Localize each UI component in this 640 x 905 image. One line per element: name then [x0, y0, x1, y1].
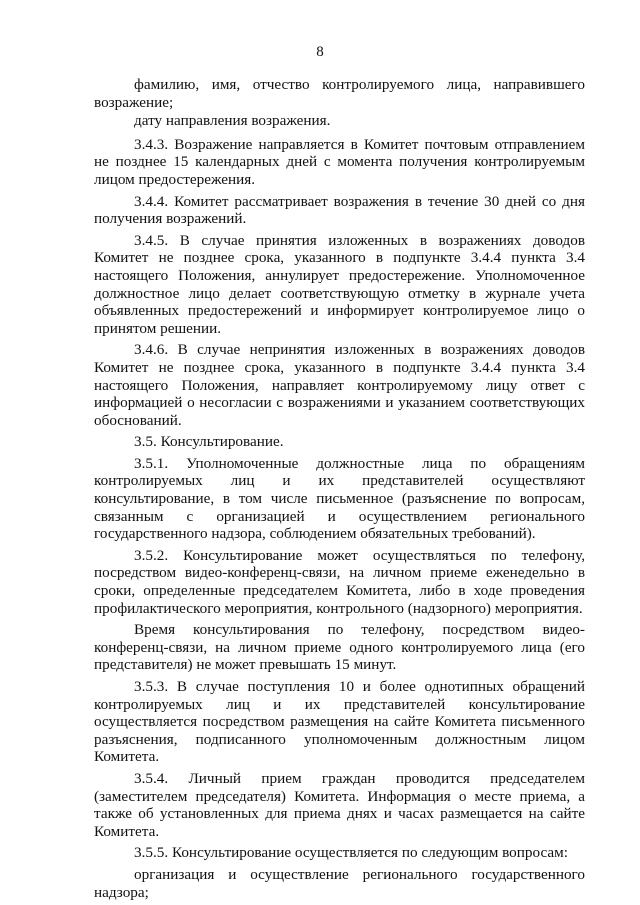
paragraph-3-4-5: 3.4.5. В случае принятия изложенных в возражениях доводов Комитет не позднее срока, указанного в подпункте 3.4.4 пункта 3.4 настоящего Положения, аннулирует предостережение. Уполномоченное должностное лицо делает соответствующую отметку в журнале учета объявленных предостережений и информирует контролируемое лицо о принятом решении. [94, 231, 585, 337]
paragraph-3-4-6: 3.4.6. В случае непринятия изложенных в возражениях доводов Комитет не позднее срока, указанного в подпункте 3.4.4 пункта 3.4 настоящего Положения, направляет контролируемому лицу ответ с информацией о несогласии с возражениями и указанием соответствующих обоснований. [94, 341, 585, 429]
paragraph-objection-date: дату направления возражения. [134, 112, 331, 130]
paragraph-3-5-2: 3.5.2. Консультирование может осуществляться по телефону, посредством видео-конференц-связи, на личном приеме еженедельно в сроки, определенные председателем Комитета, либо в ходе проведения профилактического мероприятия, контрольного (надзорного) мероприятия. [94, 546, 585, 617]
paragraph-3-4-4: 3.4.4. Комитет рассматривает возражения в течение 30 дней со дня получения возражений. [94, 192, 585, 228]
paragraph-3-5-4: 3.5.4. Личный прием граждан проводится председателем (заместителем председателя) Комитета. Информация о месте приема, а также об установленных для приема днях и часах размещается на сайте Комитета. [94, 769, 585, 840]
paragraph-3-4-3: 3.4.3. Возражение направляется в Комитет почтовым отправлением не позднее 15 календарных дней с момента получения контролируемым лицом предостережения. [94, 135, 585, 188]
paragraph-consultation-time: Время консультирования по телефону, посредством видео-конференц-связи, на личном приеме одного контролируемого лица (его представителя) не может превышать 15 минут. [94, 621, 585, 674]
paragraph-supervision-organization: организация и осуществление регионального государственного надзора; [94, 865, 585, 901]
paragraph-3-5-3: 3.5.3. В случае поступления 10 и более однотипных обращений контролируемых лиц и их представителей консультирование осуществляется посредством размещения на сайте Комитета письменного разъяснения, подписанного уполномоченным должностным лицом Комитета. [94, 678, 585, 766]
paragraph-3-5-5: 3.5.5. Консультирование осуществляется по следующим вопросам: [134, 844, 568, 862]
paragraph-3-5-1: 3.5.1. Уполномоченные должностные лица по обращениям контролируемых лиц и их представителей осуществляют консультирование, в том числе письменное (разъяснение по вопросам, связанным с организацией и осуществлением регионального государственного надзора, соблюдением обязательных требований). [94, 454, 585, 543]
page-number: 8 [316, 44, 324, 60]
paragraph-3-5-heading: 3.5. Консультирование. [134, 433, 284, 451]
body-text [94, 76, 585, 901]
paragraph-applicant-name: фамилию, имя, отчество контролируемого лица, направившего возражение; [94, 76, 585, 111]
